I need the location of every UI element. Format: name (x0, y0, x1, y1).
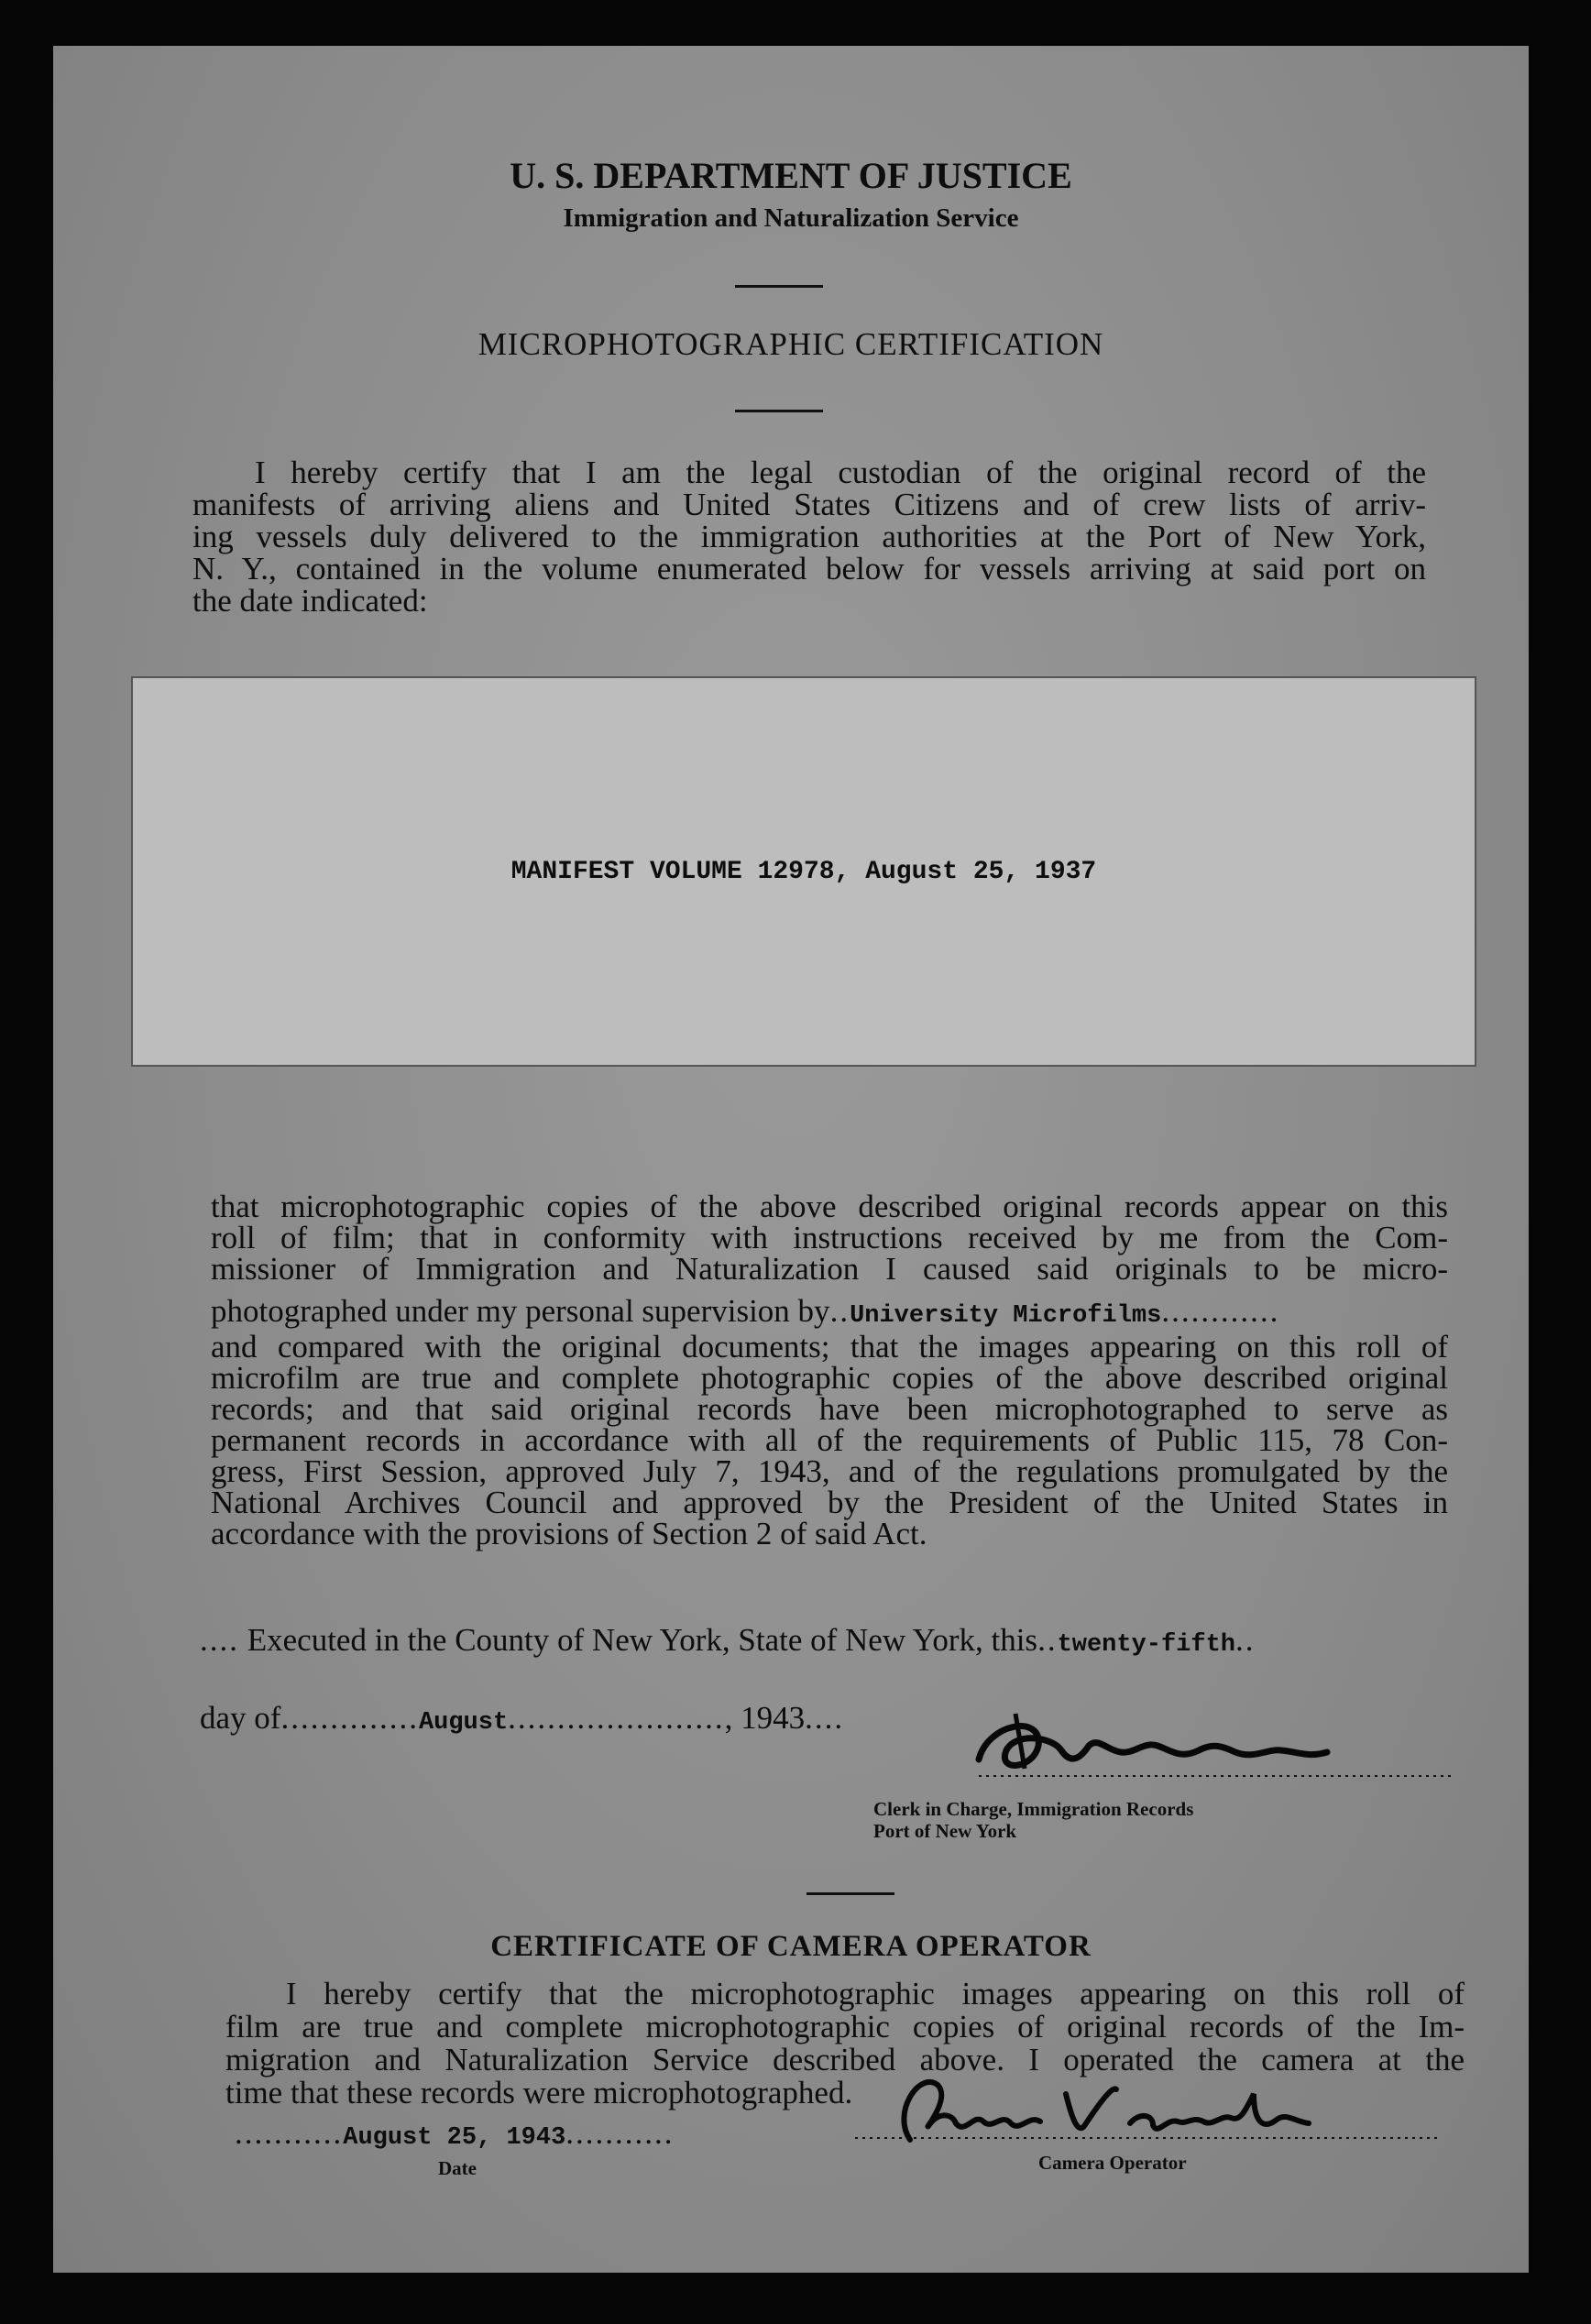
execution-month: August (418, 1709, 509, 1737)
intro-paragraph (192, 456, 1426, 617)
intro-line: the date indicated: (192, 583, 428, 619)
date-label: Date (438, 2157, 477, 2179)
body-line: missioner of Immigration and Naturalization I caused said originals to be micro- (211, 1251, 1448, 1287)
manifest-volume: MANIFEST VOLUME 12978, August 25, 1937 (510, 858, 1097, 886)
clerk-signature (960, 1695, 1474, 1796)
operator-signature (837, 2057, 1460, 2158)
intro-line: N. Y., contained in the volume enumerated below for vessels arriving at said port on (192, 551, 1426, 586)
camera-line: time that these records were microphotographed. (225, 2075, 853, 2110)
body-paragraph (211, 1191, 1448, 1550)
manifest-box (131, 676, 1476, 1067)
document-sheet (53, 46, 1529, 2273)
header-divider (735, 285, 823, 288)
operator-label: Camera Operator (1038, 2152, 1187, 2174)
certification-title: MICROPHOTOGRAPHIC CERTIFICATION (477, 326, 1104, 362)
camera-line: I hereby certify that the microphotographic images appearing on this roll of (286, 1976, 1465, 2012)
date-field: ...........August 25, 1943........... (235, 2115, 675, 2152)
body-line: gress, First Session, approved July 7, 1943, and of the regulations promulgated by the (211, 1453, 1448, 1489)
body-line: roll of film; that in conformity with instructions received by me from the Com- (211, 1220, 1448, 1255)
body-line: permanent records in accordance with all of the requirements of Public 115, 78 Con- (211, 1422, 1448, 1458)
supervision-line: photographed under my personal supervision by..University Microfilms............ (211, 1293, 1280, 1330)
intro-line: I hereby certify that I am the legal custodian of the original record of the (255, 455, 1426, 490)
year-digit: 3 (788, 1700, 806, 1736)
clerk-title-1: Clerk in Charge, Immigration Records (873, 1798, 1194, 1820)
title-divider (735, 410, 823, 412)
day-of-line: day of..............August......................, 1943.... (200, 1700, 845, 1737)
executed-line: .... Executed in the County of New York, State of New York, this..twenty-fifth.. (200, 1622, 1256, 1659)
intro-line: manifests of arriving aliens and United States Citizens and of crew lists of arriv- (192, 487, 1426, 522)
body-line: National Archives Council and approved by the President of the United States in (211, 1485, 1448, 1520)
executed-day: twenty-fifth (1057, 1631, 1235, 1659)
supervision-prefix: photographed under my personal supervision by (211, 1293, 830, 1329)
body-line: microfilm are true and complete photographic copies of the above described original (211, 1360, 1448, 1396)
service-subheading: Immigration and Naturalization Service (563, 203, 1019, 233)
camera-line: film are true and complete microphotographic copies of original records of the Im- (225, 2009, 1465, 2044)
body-line: accordance with the provisions of Section 2 of said Act. (211, 1516, 927, 1551)
department-heading: U. S. DEPARTMENT OF JUSTICE (510, 155, 1072, 196)
intro-line: ing vessels duly delivered to the immigration authorities at the Port of New York, (192, 519, 1426, 554)
body-line: records; and that said original records have been microphotographed to serve as (211, 1391, 1448, 1427)
body-line: and compared with the original documents; that the images appearing on this roll of (211, 1329, 1448, 1365)
section-divider (806, 1892, 894, 1895)
executed-prefix: Executed in the County of New York, State of New York, this (247, 1622, 1038, 1658)
camera-line: migration and Naturalization Service described above. I operated the camera at the (225, 2042, 1465, 2077)
supervision-name: University Microfilms (850, 1302, 1162, 1330)
date-value: August 25, 1943 (343, 2124, 566, 2152)
day-of-label: day of (200, 1700, 281, 1736)
body-line: that microphotographic copies of the above described original records appear on this (211, 1189, 1448, 1224)
year-prefix: , 194 (724, 1700, 789, 1736)
camera-certificate-title: CERTIFICATE OF CAMERA OPERATOR (490, 1930, 1092, 1963)
clerk-title-2: Port of New York (873, 1820, 1017, 1842)
